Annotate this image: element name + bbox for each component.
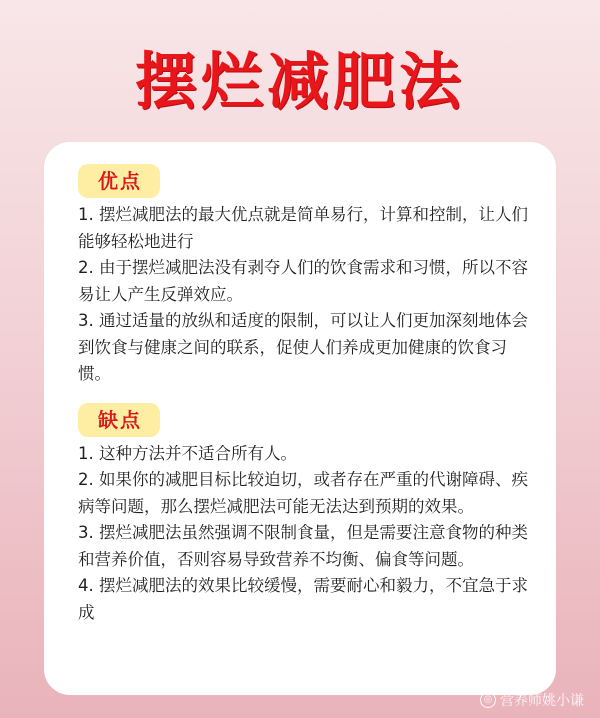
content-card — [44, 142, 556, 695]
pros-heading: 优点 — [78, 164, 160, 198]
cons-item-3: 3. 摆烂减肥法虽然强调不限制食量，但是需要注意食物的种类和营养价值，否则容易导致营养不均衡、偏食等问题。 — [78, 523, 528, 569]
cons-list — [78, 441, 532, 627]
page-title: 摆烂减肥法 — [134, 45, 465, 118]
pros-list — [78, 202, 532, 388]
pros-item-3: 3. 通过适量的放纵和适度的限制，可以让人们更加深刻地体会到饮食与健康之间的联系，促使人们养成更加健康的饮食习惯。 — [78, 311, 528, 383]
watermark-logo-icon: ◎ — [480, 692, 496, 708]
cons-heading: 缺点 — [78, 403, 160, 437]
pros-item-2: 2. 由于摆烂减肥法没有剥夺人们的饮食需求和习惯，所以不容易让人产生反弹效应。 — [78, 258, 528, 304]
pros-section — [78, 164, 532, 388]
pros-item-1: 1. 摆烂减肥法的最大优点就是简单易行，计算和控制，让人们能够轻松地进行 — [78, 205, 528, 251]
cons-section — [78, 403, 532, 627]
watermark — [480, 690, 584, 710]
cons-item-2: 2. 如果你的减肥目标比较迫切，或者存在严重的代谢障碍、疾病等问题，那么摆烂减肥法可能无法达到预期的效果。 — [78, 470, 528, 516]
cons-item-4: 4. 摆烂减肥法的效果比较缓慢，需要耐心和毅力，不宜急于求成 — [78, 576, 528, 622]
watermark-text: 营养师姚小谦 — [500, 693, 584, 709]
cons-item-1: 1. 这种方法并不适合所有人。 — [78, 443, 297, 463]
